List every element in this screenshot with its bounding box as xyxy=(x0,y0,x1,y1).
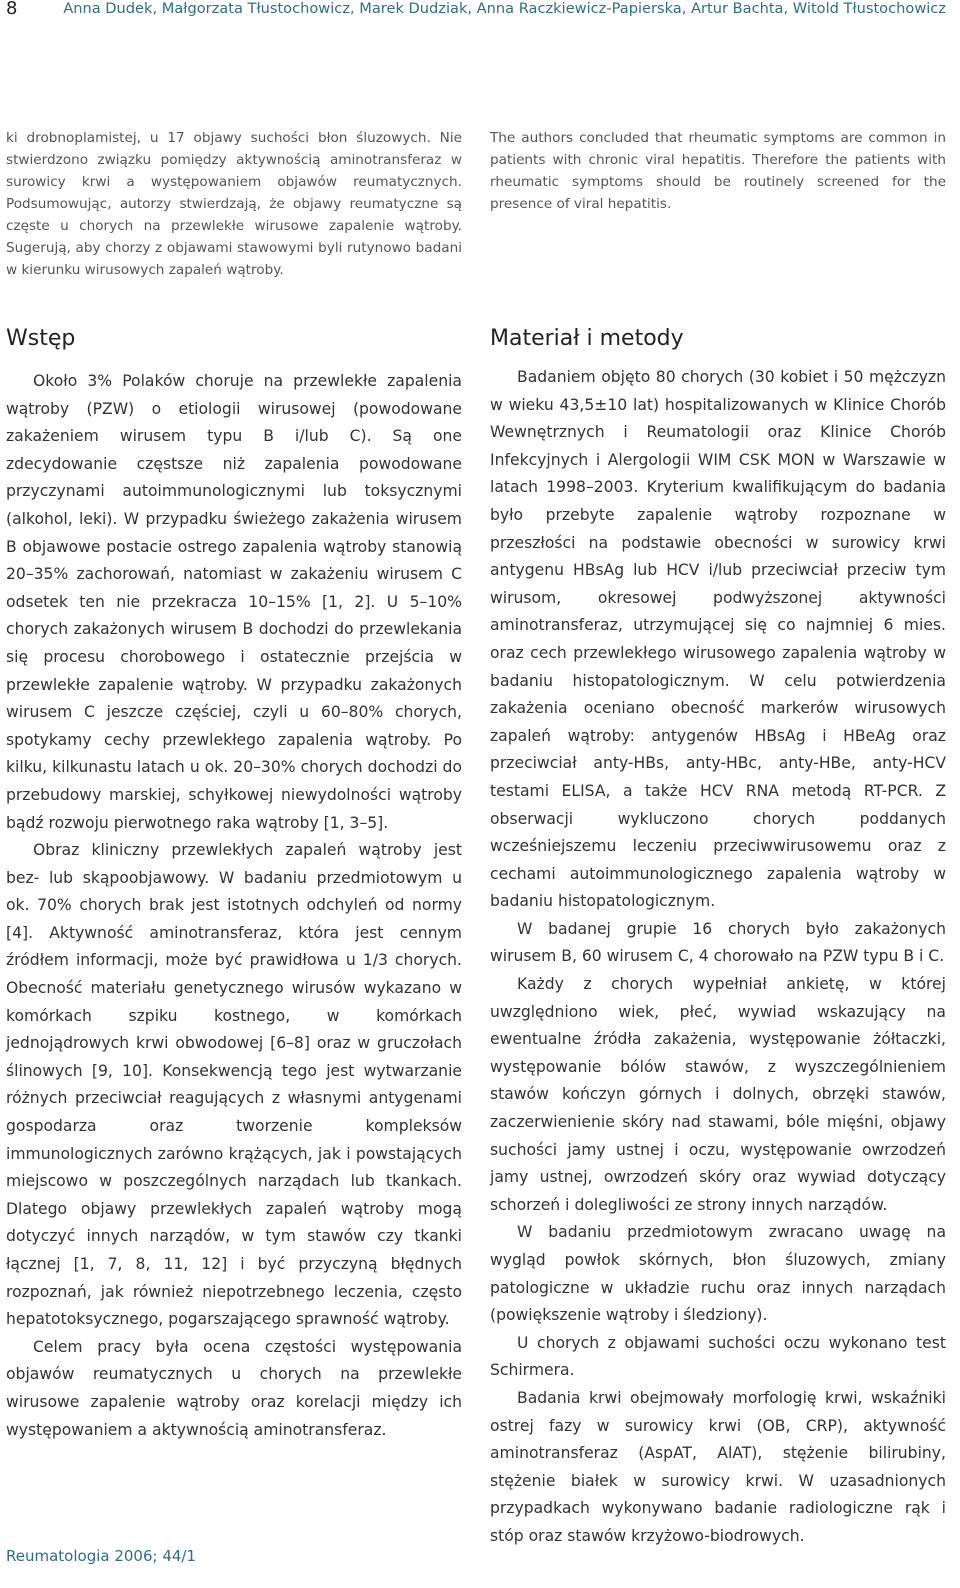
section-heading-methods: Materiał i metody xyxy=(490,326,684,351)
paragraph: Badaniem objęto 80 chorych (30 kobiet i 50 mężczyzn w wieku 43,5±10 lat) hospitalizowanych w Klinice Chorób Wewnętrznych i Reumatologii oraz Klinice Chorób Infekcyjnych i Alergologii WIM CSK MON w Warszawie w latach 1998–2003. Kryterium kwalifikującym do badania było przebyte zapalenie wątroby rozpoznane w przeszłości na podstawie obecności w surowicy krwi antygenu HBsAg lub HCV i/lub przeciwciał przeciw tym wirusom, okresowej podwyższonej aktywności aminotransferaz, utrzymującej się co najmniej 6 mies. oraz cech przewlekłego wirusowego zapalenia wątroby w badaniu histopatologicznym. W celu potwierdzenia zakażenia oceniano obecność markerów wirusowych zapaleń wątroby: antygenów HBsAg i HBeAg oraz przeciwciał anty-HBs, anty-HBc, anty-HBe, anty-HCV testami ELISA, a także HCV RNA metodą RT-PCR. Z obserwacji wykluczono chorych poddanych wcześniejszemu leczeniu przeciwwirusowemu oraz z cechami autoimmunologicznego zapalenia wątroby w badaniu histopatologicznym. xyxy=(490,368,946,911)
paragraph: W badaniu przedmiotowym zwracano uwagę na wygląd powłok skórnych, błon śluzowych, zmiany patologiczne w układzie ruchu oraz innych narządach (powiększenie wątroby i śledziony). xyxy=(490,1223,946,1325)
abstract-polish-text: ki drobnoplamistej, u 17 objawy suchości błon śluzowych. Nie stwierdzono związku pomiędzy aktywnością aminotransferaz w surowicy krwi a występowaniem objawów reumatycznych. Podsumowując, autorzy stwierdzają, że objawy reumatyczne są częste u chorych na przewlekłe wirusowe zapalenie wątroby. Sugerują, aby chorzy z objawami stawowymi byli rutynowo badani w kierunku wirusowych zapaleń wątroby. xyxy=(6,130,462,278)
paragraph: Każdy z chorych wypełniał ankietę, w której uwzględniono wiek, płeć, wywiad wskazujący na ewentualne źródła zakażenia, występowanie żółtaczki, występowanie bólów stawów, z wyszczególnieniem stawów kończyn górnych i dolnych, obrzęki stawów, zaczerwienienie skóry nad stawami, bóle mięśni, objawy suchości jamy ustnej i oczu, występowanie owrzodzeń jamy ustnej, owrzodzeń skóry oraz wywiad dotyczący schorzeń i dolegliwości ze strony innych narządów. xyxy=(490,975,946,1214)
section-methods xyxy=(490,326,946,1551)
running-header-authors: Anna Dudek, Małgorzata Tłustochowicz, Marek Dudziak, Anna Raczkiewicz-Papierska, Artur Bachta, Witold Tłustochowicz xyxy=(63,0,946,17)
section-introduction xyxy=(6,326,462,1444)
paragraph: U chorych z objawami suchości oczu wykonano test Schirmera. xyxy=(490,1333,946,1380)
page-number: 8 xyxy=(6,0,18,19)
paragraph: Celem pracy była ocena częstości występowania objawów reumatycznych u chorych na przewlekłe wirusowe zapalenie wątroby oraz korelacji między ich występowaniem a aktywnością aminotransferaz. xyxy=(6,1337,462,1439)
abstract-english-text: The authors concluded that rheumatic symptoms are common in patients with chronic viral hepatitis. Therefore the patients with rheumatic symptoms should be routinely screened for the presence of viral hepatitis. xyxy=(490,130,946,212)
abstract-english xyxy=(490,127,946,215)
abstract-polish xyxy=(6,127,462,281)
paragraph: Badania krwi obejmowały morfologię krwi, wskaźniki ostrej fazy w surowicy krwi (OB, CRP), aktywność aminotransferaz (AspAT, AlAT), stężenie bilirubiny, stężenie białek w surowicy krwi. W uzasadnionych przypadkach wykonywano badanie radiologiczne rąk i stóp oraz stawów krzyżowo-biodrowych. xyxy=(490,1388,946,1545)
paragraph: Obraz kliniczny przewlekłych zapaleń wątroby jest bez- lub skąpoobjawowy. W badaniu przedmiotowym u ok. 70% chorych brak jest istotnych odchyleń od normy [4]. Aktywność aminotransferaz, która jest cennym źródłem informacji, może być prawidłowa u 1/3 chorych. Obecność materiału genetycznego wirusów wykazano w komórkach szpiku kostnego, w komórkach jednojądrowych krwi obwodowej [6–8] oraz w gruczołach ślinowych [9, 10]. Konsekwencją tego jest wytwarzanie różnych przeciwciał reagujących z własnymi antygenami gospodarza oraz tworzenie kompleksów immunologicznych zarówno krążących, jak i powstających miejscowo w poszczególnych narządach lub tkankach. Dlatego objawy przewlekłych zapaleń wątroby mogą dotyczyć innych narządów, w tym stawów czy tkanki łącznej [1, 7, 8, 11, 12] i być przyczyną błędnych rozpoznań, jak również niepotrzebnego leczenia, często hepatotoksycznego, pogarszającego sprawność wątroby. xyxy=(6,841,462,1329)
paragraph: W badanej grupie 16 chorych było zakażonych wirusem B, 60 wirusem C, 4 chorowało na PZW typu B i C. xyxy=(490,919,946,966)
paragraph: Około 3% Polaków choruje na przewlekłe zapalenia wątroby (PZW) o etiologii wirusowej (powodowane zakażeniem wirusem typu B i/lub C). Są one zdecydowanie częstsze niż zapalenia powodowane przyczynami autoimmunologicznymi lub toksycznymi (alkohol, leki). W przypadku świeżego zakażenia wirusem B objawowe postacie ostrego zapalenia wątroby stanowią 20–35% zachorowań, natomiast w zakażeniu wirusem C odsetek ten nie przekracza 10–15% [1, 2]. U 5–10% chorych zakażonych wirusem B dochodzi do przewlekania się procesu chorobowego i ostatecznie przejścia w przewlekłe zapalenie wątroby. W przypadku zakażonych wirusem C jeszcze częściej, czyli u 60–80% chorych, spotykamy cechy przewlekłego zapalenia wątroby. Po kilku, kilkunastu latach u ok. 20–30% chorych dochodzi do przebudowy marskiej, schyłkowej niewydolności wątroby bądź rozwoju pierwotnego raka wątroby [1, 3–5]. xyxy=(6,372,462,832)
footer-journal: Reumatologia 2006; 44/1 xyxy=(6,1547,197,1565)
section-heading-introduction: Wstęp xyxy=(6,326,76,351)
